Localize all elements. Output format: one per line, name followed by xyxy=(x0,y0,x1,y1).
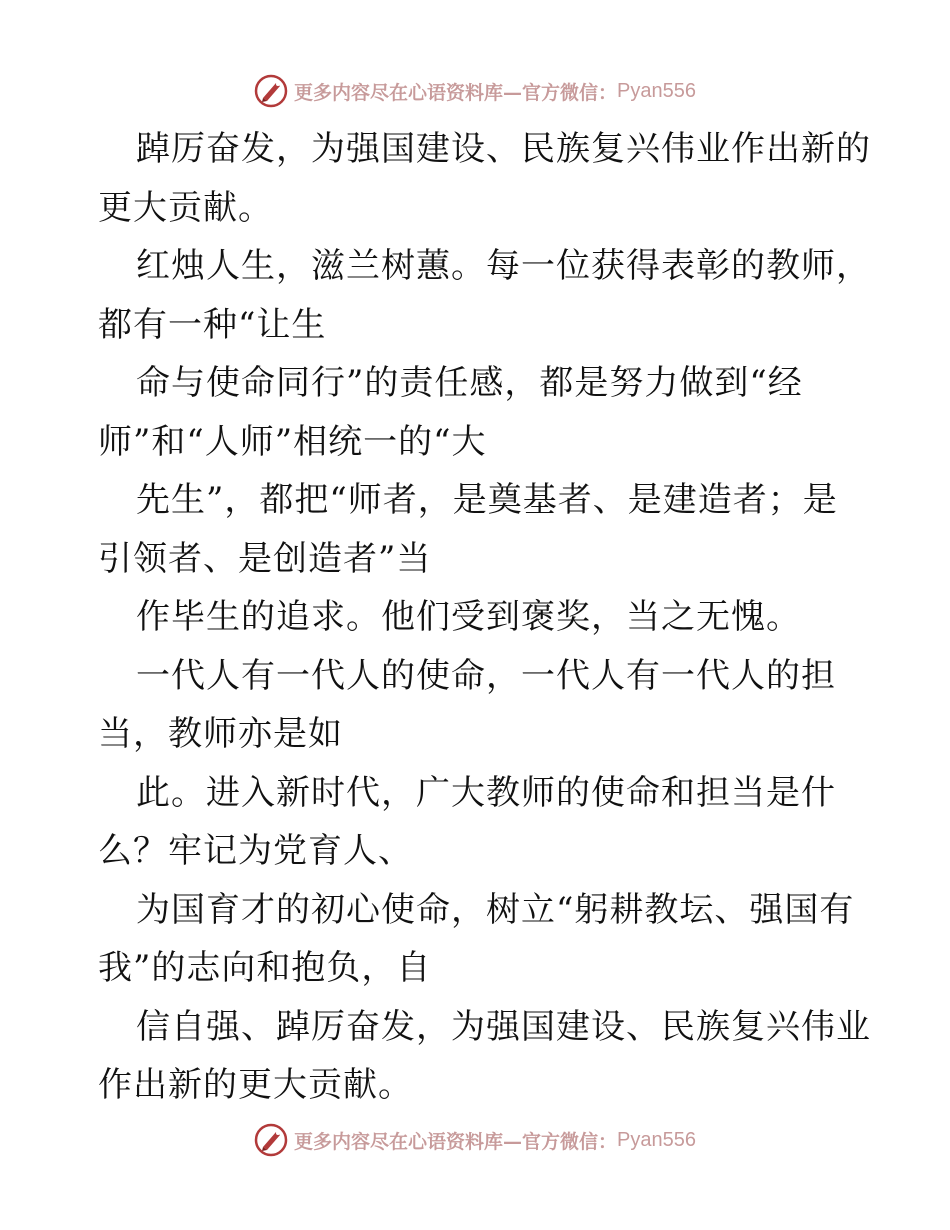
footer-wechat-id: Pyan556 xyxy=(617,1128,696,1151)
pen-logo-icon xyxy=(254,74,288,108)
header-text: 更多内容尽在心语资料库—官方微信： xyxy=(294,81,618,104)
header-wechat-id: Pyan556 xyxy=(617,79,696,102)
document-body xyxy=(98,120,878,1115)
paragraph-line: 当，教师亦是如 xyxy=(98,714,343,754)
paragraph-line: 引领者、是创造者”当 xyxy=(98,538,432,579)
paragraph-line: 信自强、踔厉奋发，为强国建设、民族复兴伟业 xyxy=(136,1006,871,1047)
paragraph-line: 踔厉奋发，为强国建设、民族复兴伟业作出新的 xyxy=(136,129,871,169)
paragraph-line: 作毕生的追求。他们受到褒奖，当之无愧。 xyxy=(136,597,801,637)
paragraph-line: 么？牢记为党育人、 xyxy=(98,831,413,871)
paragraph-line: 师”和“人师”相统一的“大 xyxy=(98,421,487,462)
footer-text: 更多内容尽在心语资料库—官方微信： xyxy=(294,1130,618,1153)
paragraph-line: 红烛人生，滋兰树蕙。每一位获得表彰的教师， xyxy=(136,246,871,286)
paragraph-line: 一代人有一代人的使命，一代人有一代人的担 xyxy=(136,655,836,696)
paragraph-line: 先生”，都把“师者，是奠基者、是建造者；是 xyxy=(136,480,838,520)
paragraph-line: 我”的志向和抱负，自 xyxy=(98,948,432,988)
paragraph-line: 都有一种“让生 xyxy=(98,304,327,345)
paragraph-line: 此。进入新时代，广大教师的使命和担当是什 xyxy=(136,772,836,813)
paragraph-line: 命与使命同行”的责任感，都是努力做到“经 xyxy=(136,363,803,403)
paragraph-line: 作出新的更大贡献。 xyxy=(98,1065,413,1105)
paragraph-line: 更大贡献。 xyxy=(98,187,273,228)
pen-logo-icon xyxy=(254,1123,288,1157)
footer-banner xyxy=(0,1120,950,1160)
header-banner xyxy=(0,71,950,111)
paragraph-line: 为国育才的初心使命，树立“躬耕教坛、强国有 xyxy=(136,889,855,930)
